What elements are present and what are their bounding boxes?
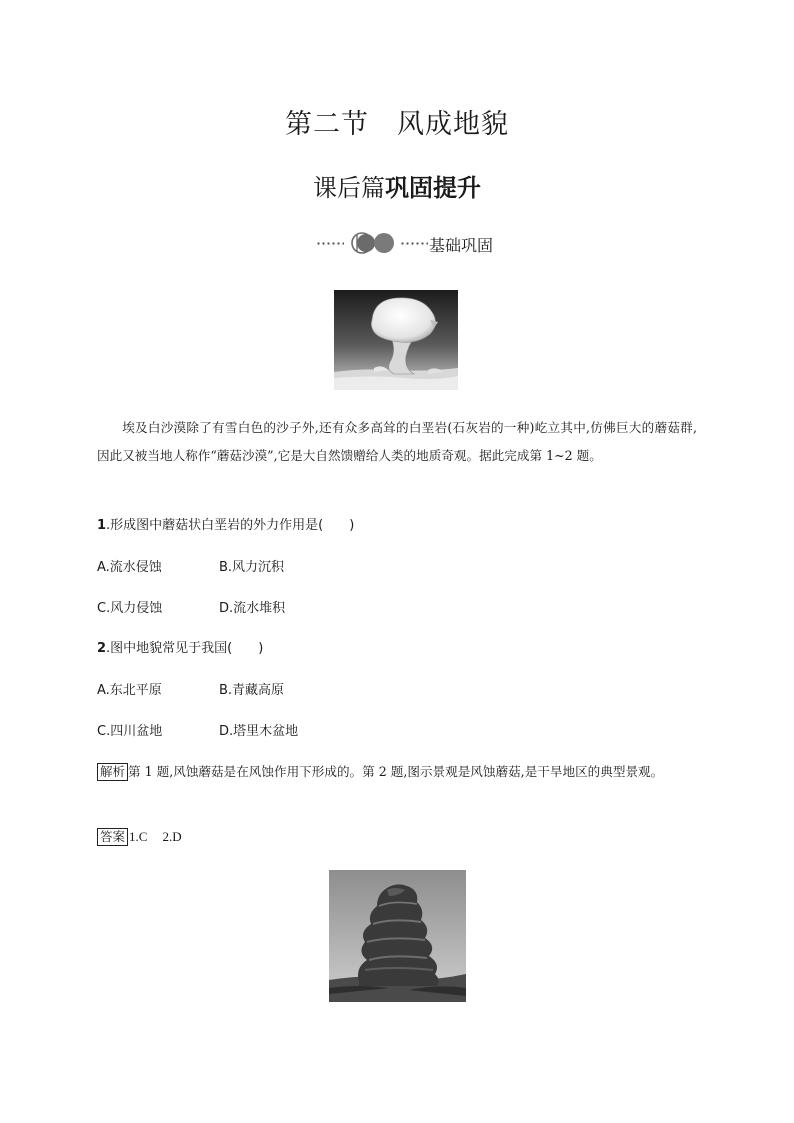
answer-tag: 答案 [97,828,128,846]
option-1c[interactable]: C.风力侵蚀 [97,601,163,616]
subtitle-normal: 课后篇 [313,174,385,202]
question-number: 1 [97,518,107,533]
analysis-text: 第 1 题,风蚀蘑菇是在风蚀作用下形成的。第 2 题,图示景观是风蚀蘑菇,是干旱地区的典型景观。 [128,764,664,779]
section-label: 基础巩固 [429,236,494,255]
option-2d[interactable]: D.塔里木盆地 [219,724,299,739]
title-section-number: 第二节 [285,109,369,140]
mushroom-rock-photo [334,290,458,390]
answer-2: 2.D [162,829,182,844]
dotted-leader-right [400,242,428,245]
subtitle-bold: 巩固提升 [385,174,481,202]
option-1d[interactable]: D.流水堆积 [219,601,286,616]
analysis-block [97,758,697,786]
option-1b[interactable]: B.风力沉积 [219,560,285,575]
question-stem: .形成图中蘑菇状白垩岩的外力作用是( ) [106,518,355,533]
page-subtitle [0,168,794,203]
title-topic: 风成地貌 [397,109,509,140]
option-2a[interactable]: A.东北平原 [97,683,162,698]
answer-block [97,828,182,846]
dotted-leader-left [316,242,344,245]
question-1 [97,514,354,533]
question-2 [97,637,263,656]
reading-passage: 埃及白沙漠除了有雪白色的沙子外,还有众多高耸的白垩岩(石灰岩的一种)屹立其中,仿佛巨大的蘑菇群,因此又被当地人称作“蘑菇沙漠”,它是大自然馈赠给人类的地质奇观。据此完成第 1~2 题。 [97,420,697,463]
double-circle-icon [348,230,400,256]
wind-eroded-rock-photo [329,870,466,1002]
option-2b[interactable]: B.青藏高原 [219,683,285,698]
option-2c[interactable]: C.四川盆地 [97,724,163,739]
answer-1: 1.C [129,829,148,844]
option-1a[interactable]: A.流水侵蚀 [97,560,162,575]
page-title [0,102,794,141]
question-stem: .图中地貌常见于我国( ) [106,641,264,656]
question-number: 2 [97,641,107,656]
analysis-tag: 解析 [97,763,128,781]
